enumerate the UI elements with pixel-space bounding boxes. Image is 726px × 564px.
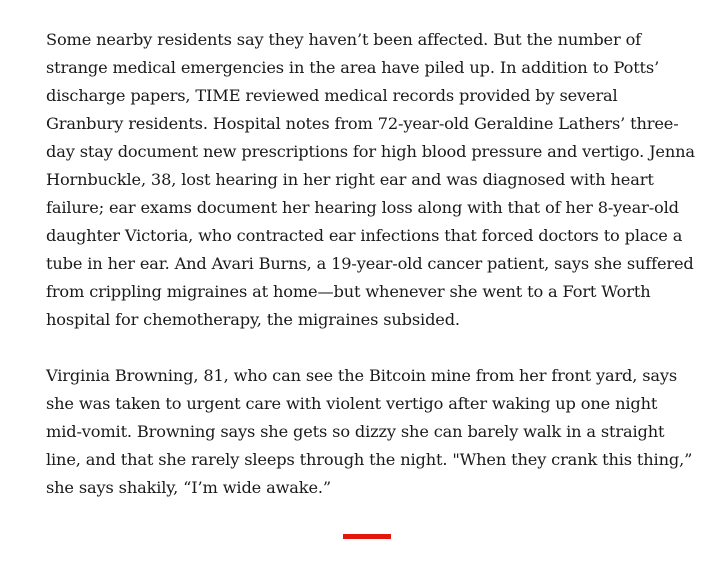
article-paragraph-2: Virginia Browning, 81, who can see the Bitcoin mine from her front yard, says she was taken to urgent care with violent vertigo after waking up one night mid-vomit. Browning says she gets so dizzy she can barely walk in a straight line, and that she rarely sleeps through the night. "When they crank this thing,” she says shakily, “I’m wide awake.” [46, 366, 693, 497]
article-body [46, 26, 696, 502]
article-paragraph-1: Some nearby residents say they haven’t been affected. But the number of strange medical emergencies in the area have piled up. In addition to Potts’ discharge papers, TIME reviewed medical records provided by several Granbury residents. Hospital notes from 72-year-old Geraldine Lathers’ three-day stay document new prescriptions for high blood pressure and vertigo. Jenna Hornbuckle, 38, lost hearing in her right ear and was diagnosed with heart failure; ear exams document her hearing loss along with that of her 8-year-old daughter Victoria, who contracted ear infections that forced doctors to place a tube in her ear. And Avari Burns, a 19-year-old cancer patient, says she suffered from crippling migraines at home—but whenever she went to a Fort Worth hospital for chemotherapy, the migraines subsided. [46, 30, 695, 329]
section-divider [343, 534, 391, 539]
